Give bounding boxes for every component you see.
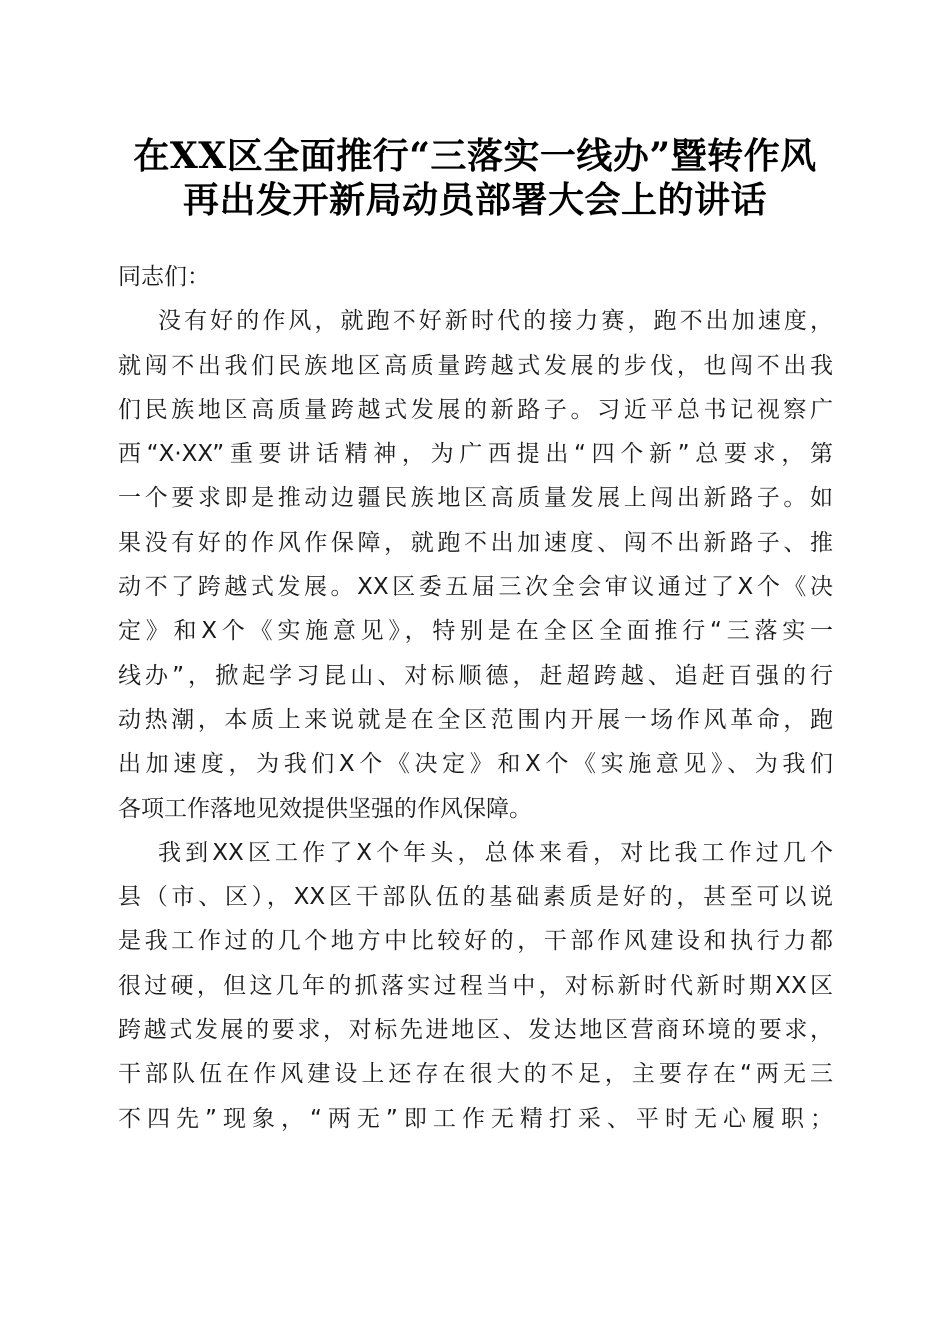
paragraph-line: 西“X·XX”重要讲话精神，为广西提出“四个新”总要求，第 (118, 441, 833, 468)
paragraph-line: 定》和X个《实施意见》，特别是在全区全面推行“三落实一 (118, 618, 833, 645)
paragraph-line: 跨越式发展的要求，对标先进地区、发达地区营商环境的要求， (118, 1017, 833, 1044)
paragraph-line: 不四先”现象，“两无”即工作无精打采、平时无心履职； (118, 1105, 833, 1132)
paragraph-line: 没有好的作风，就跑不好新时代的接力赛，跑不出加速度， (158, 308, 833, 335)
paragraph-2 (118, 831, 833, 1141)
paragraph-line: 果没有好的作风作保障，就跑不出加速度、闯不出新路子、推 (118, 529, 833, 556)
paragraph-line: 是我工作过的几个地方中比较好的，干部作风建设和执行力都 (118, 928, 833, 955)
paragraph-1 (118, 299, 833, 831)
paragraph-line: 动热潮，本质上来说就是在全区范围内开展一场作风革命，跑 (118, 706, 833, 733)
paragraph-line: 一个要求即是推动边疆民族地区高质量发展上闯出新路子。如 (118, 485, 833, 512)
paragraph-line: 线办”，掀起学习昆山、对标顺德，赶超跨越、追赶百强的行 (118, 662, 833, 689)
paragraph-line: 出加速度，为我们X个《决定》和X个《实施意见》、为我们 (118, 751, 833, 778)
paragraph-line: 就闯不出我们民族地区高质量跨越式发展的步伐，也闯不出我 (118, 352, 833, 379)
paragraph-line: 很过硬，但这几年的抓落实过程当中，对标新时代新时期XX区 (118, 972, 833, 999)
paragraph-line: 动不了跨越式发展。XX区委五届三次全会审议通过了X个《决 (118, 574, 833, 601)
salutation: 同志们： (118, 264, 210, 290)
document-body (118, 255, 833, 1141)
paragraph-line: 我到XX区工作了X个年头，总体来看，对比我工作过几个 (158, 839, 833, 866)
paragraph-line: 各项工作落地见效提供坚强的作风保障。 (118, 795, 532, 822)
paragraph-line: 县（市、区），XX区干部队伍的基础素质是好的，甚至可以说 (118, 884, 833, 911)
document-title (100, 134, 850, 222)
title-line-2: 再出发开新局动员部署大会上的讲话 (182, 179, 767, 221)
paragraph-line: 干部队伍在作风建设上还存在很大的不足，主要存在“两无三 (118, 1061, 833, 1088)
title-line-1: 在XX区全面推行“三落实一线办”暨转作风 (133, 135, 817, 177)
paragraph-line: 们民族地区高质量跨越式发展的新路子。习近平总书记视察广 (118, 396, 833, 423)
